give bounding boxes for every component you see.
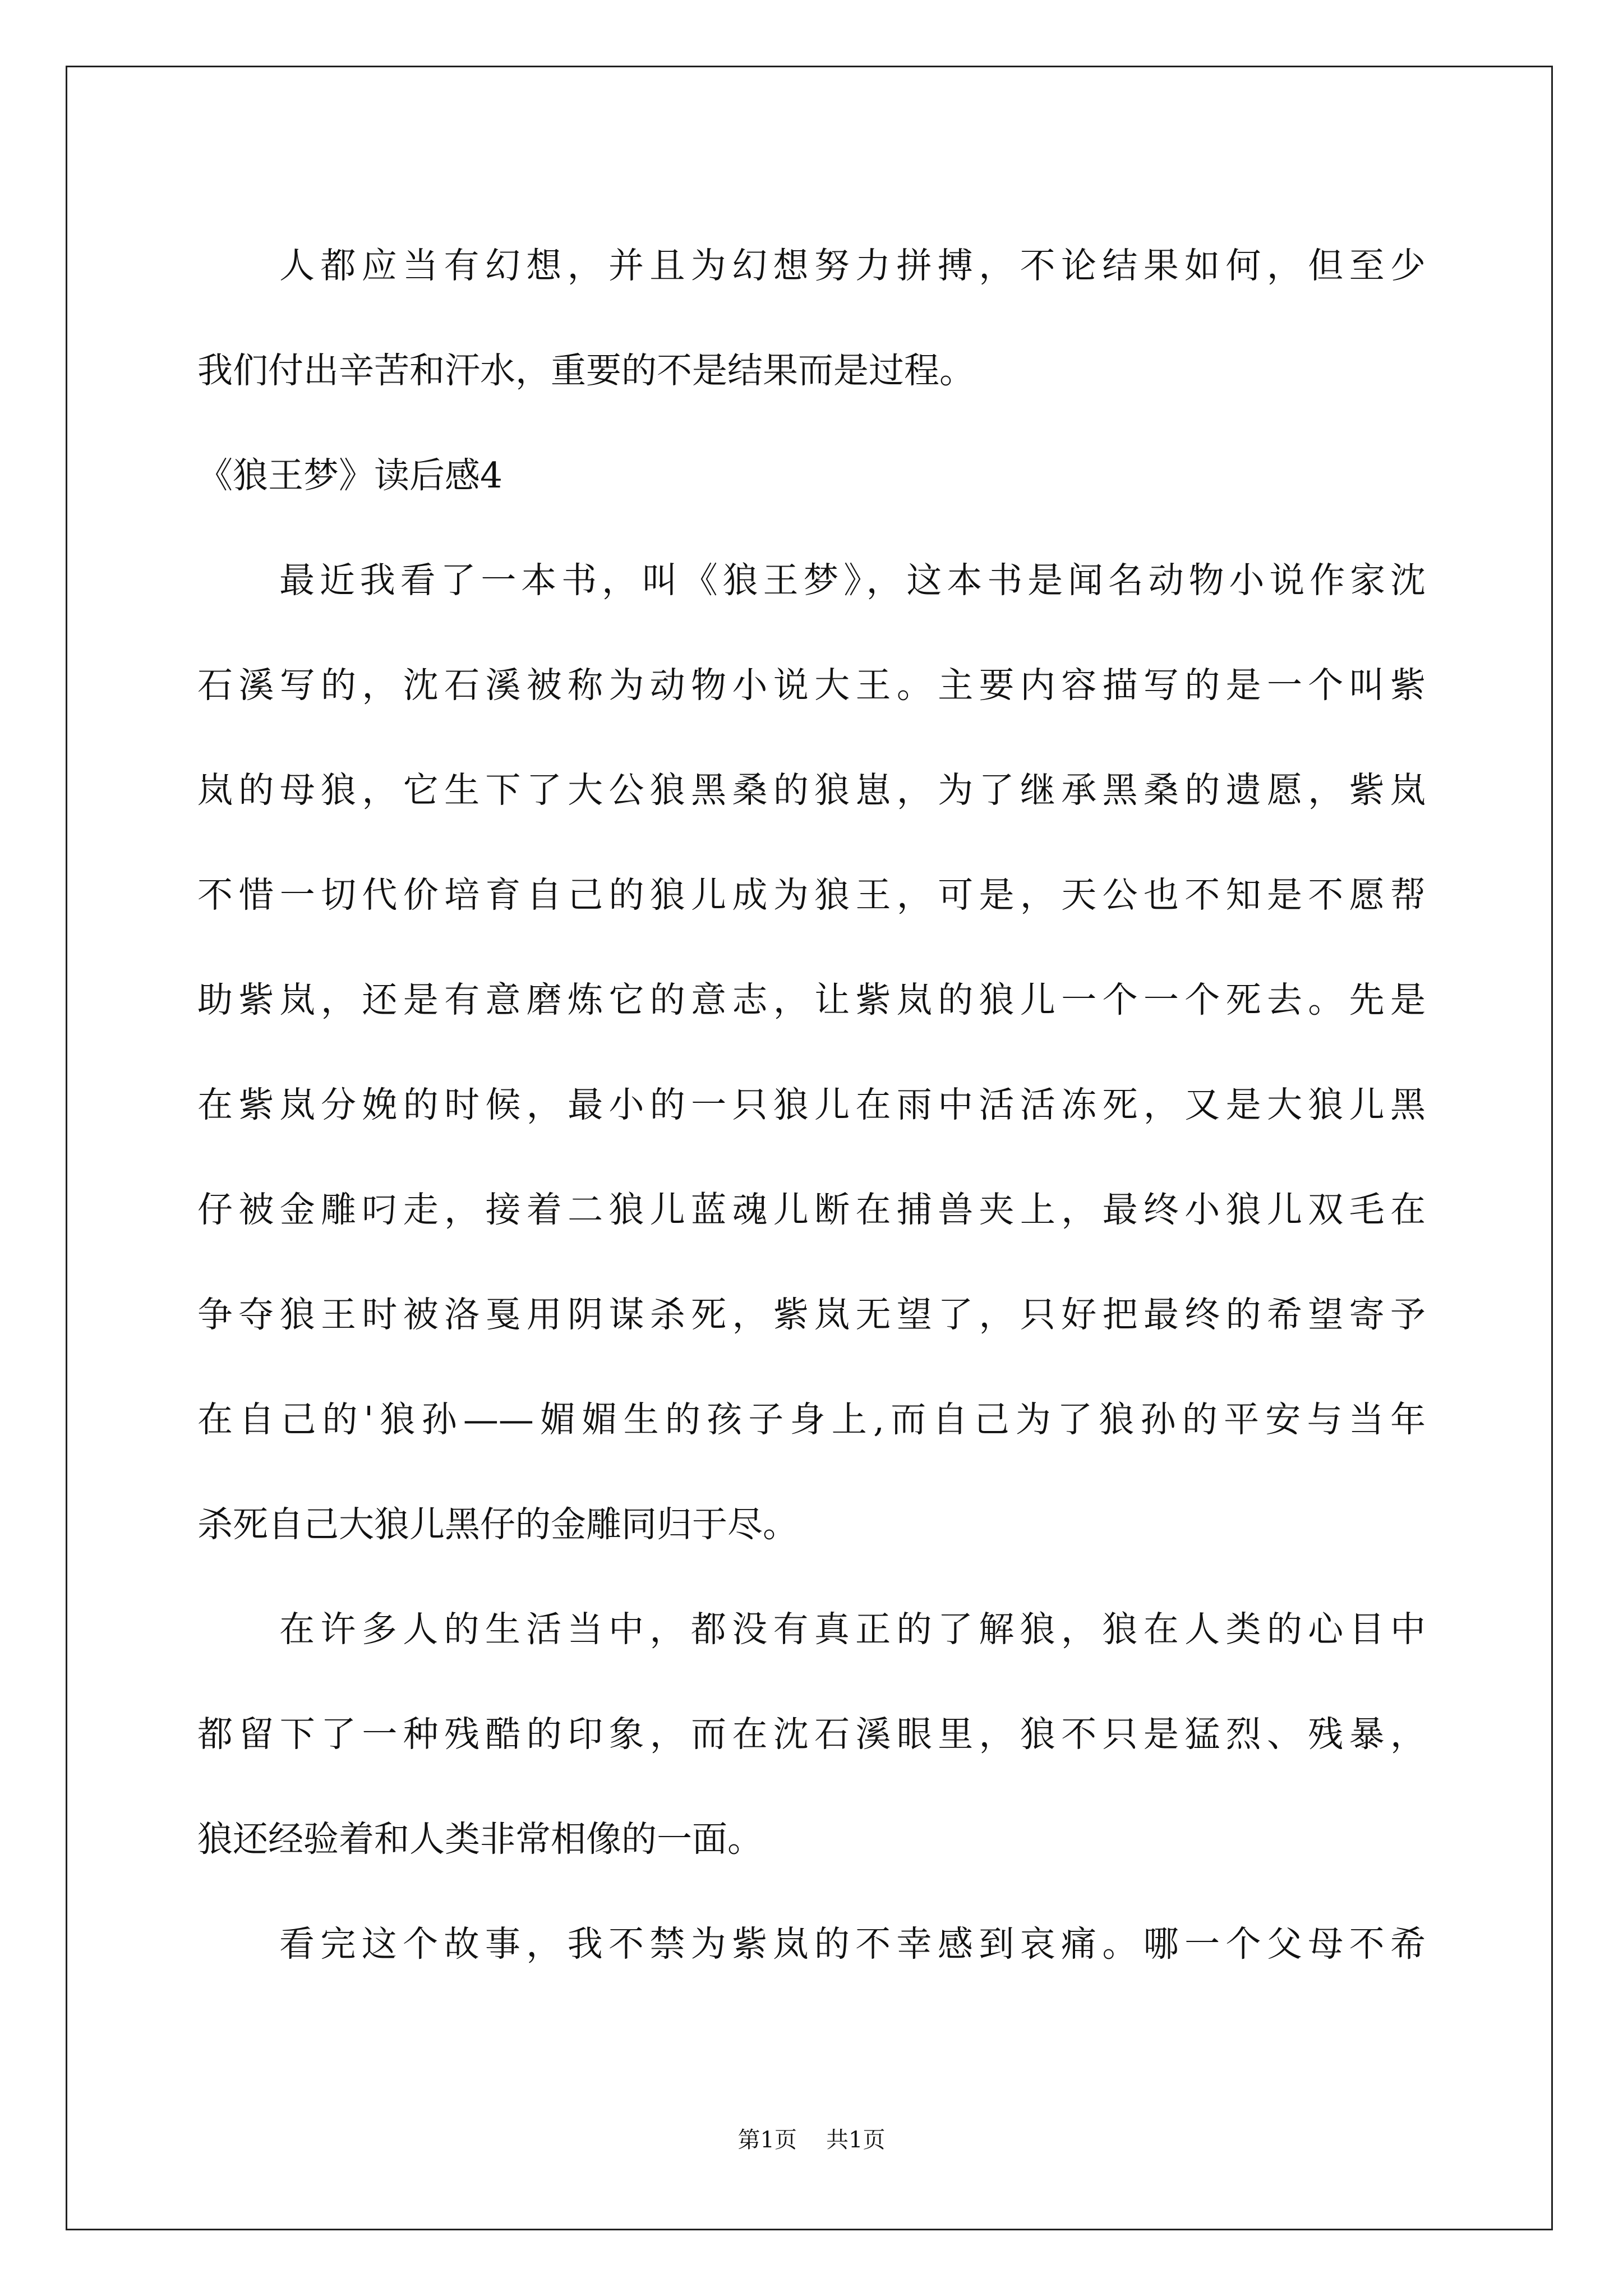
page-total: 共1页 xyxy=(826,2127,886,2153)
text-line: 狼还经验着和人类非常相像的一面。 xyxy=(197,1819,763,1860)
text-line: 杀死自己大狼儿黑仔的金雕同归于尽。 xyxy=(197,1504,798,1545)
text-line: 都留下了一种残酷的印象，而在沈石溪眼里，狼不只是猛烈、残暴， xyxy=(197,1714,1426,1755)
text-line: 在许多人的生活当中，都没有真正的了解狼，狼在人类的心目中 xyxy=(279,1609,1426,1650)
page-number: 第1页 xyxy=(737,2127,797,2153)
section-heading: 《狼王梦》读后感4 xyxy=(197,455,503,496)
text-line: 岚的母狼，它生下了大公狼黑桑的狼崽，为了继承黑桑的遗愿，紫岚 xyxy=(197,770,1426,811)
text-line: 我们付出辛苦和汗水，重要的不是结果而是过程。 xyxy=(197,350,975,391)
text-line: 看完这个故事，我不禁为紫岚的不幸感到哀痛。哪一个父母不希 xyxy=(279,1924,1426,1964)
text-line: 争夺狼王时被洛戛用阴谋杀死，紫岚无望了，只好把最终的希望寄予 xyxy=(197,1294,1426,1335)
text-line: 仔被金雕叼走，接着二狼儿蓝魂儿断在捕兽夹上，最终小狼儿双毛在 xyxy=(197,1189,1426,1230)
page-footer xyxy=(0,2122,1623,2154)
text-line: 助紫岚，还是有意磨炼它的意志，让紫岚的狼儿一个一个死去。先是 xyxy=(197,979,1426,1020)
text-line: 最近我看了一本书，叫《狼王梦》，这本书是闻名动物小说作家沈 xyxy=(279,560,1426,601)
text-line: 在自己的'狼孙——媚媚生的孩子身上,而自己为了狼孙的平安与当年 xyxy=(197,1399,1426,1440)
text-line: 不惜一切代价培育自己的狼儿成为狼王，可是，天公也不知是不愿帮 xyxy=(197,875,1426,915)
document-body xyxy=(197,213,1426,1996)
text-line: 石溪写的，沈石溪被称为动物小说大王。主要内容描写的是一个叫紫 xyxy=(197,665,1426,706)
text-line: 在紫岚分娩的时候，最小的一只狼儿在雨中活活冻死，又是大狼儿黑 xyxy=(197,1084,1426,1125)
text-line: 人都应当有幻想，并且为幻想努力拼搏，不论结果如何，但至少 xyxy=(279,245,1426,286)
